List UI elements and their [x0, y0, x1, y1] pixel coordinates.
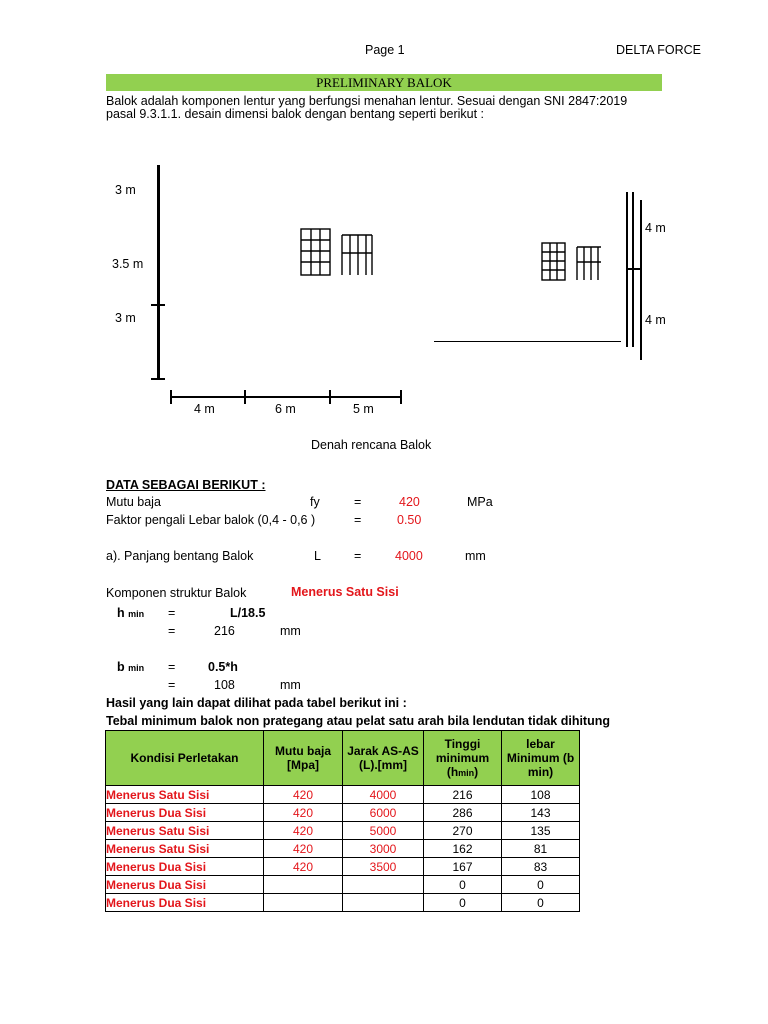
span-label-left: 3 m	[115, 311, 136, 325]
h-formula: L/18.5	[230, 606, 266, 620]
equals-sign: =	[168, 606, 176, 620]
min-thickness-table	[105, 730, 580, 912]
span-label-bottom: 5 m	[353, 402, 374, 416]
cell-kondisi: Menerus Dua Sisi	[106, 858, 264, 876]
cell-kondisi: Menerus Satu Sisi	[106, 786, 264, 804]
cell-jarak: 4000	[343, 786, 424, 804]
h-min-value: 216	[214, 624, 235, 638]
steel-unit: MPa	[467, 495, 493, 509]
col-header-kondisi: Kondisi Perletakan	[106, 731, 264, 786]
table-row	[106, 858, 580, 876]
cell-lebar: 0	[502, 894, 580, 912]
intro-line-2: pasal 9.3.1.1. desain dimensi balok dengan bentang seperti berikut :	[106, 107, 485, 121]
cell-lebar: 108	[502, 786, 580, 804]
component-label: Komponen struktur Balok	[106, 586, 247, 600]
b-formula: 0.5*h	[208, 660, 238, 674]
cell-tinggi: 216	[424, 786, 502, 804]
span-label-bottom: 4 m	[194, 402, 215, 416]
equals-sign: =	[354, 549, 362, 563]
plan-baseline	[434, 341, 621, 342]
cell-lebar: 143	[502, 804, 580, 822]
factor-label: Faktor pengali Lebar balok (0,4 - 0,6 )	[106, 513, 316, 527]
axis-tick	[151, 304, 165, 306]
table-caption: Tebal minimum balok non prategang atau pelat satu arah bila lendutan tidak dihitung	[106, 714, 610, 728]
axis-tick	[244, 390, 246, 404]
axis-tick	[170, 390, 172, 404]
grid-glyph-icon	[539, 240, 605, 282]
cell-jarak	[343, 876, 424, 894]
span-symbol: L	[314, 549, 321, 563]
col-header-mutu: Mutu baja [Mpa]	[264, 731, 343, 786]
span-label-left: 3.5 m	[112, 257, 144, 271]
span-label-right: 4 m	[645, 313, 666, 327]
axis-tick	[400, 390, 402, 404]
intro-line-1: Balok adalah komponen lentur yang berfungsi menahan lentur. Sesuai dengan SNI 2847:2019	[106, 94, 628, 108]
cell-tinggi: 0	[424, 876, 502, 894]
equals-sign: =	[168, 678, 176, 692]
span-length-label: a). Panjang bentang Balok	[106, 549, 254, 563]
cell-tinggi: 167	[424, 858, 502, 876]
steel-symbol: fy	[310, 495, 320, 509]
table-row	[106, 894, 580, 912]
steel-label: Mutu baja	[106, 495, 161, 509]
cell-lebar: 0	[502, 876, 580, 894]
b-min-value: 108	[214, 678, 235, 692]
cell-kondisi: Menerus Satu Sisi	[106, 840, 264, 858]
b-min-label: b min	[117, 660, 145, 674]
cell-lebar: 81	[502, 840, 580, 858]
cell-kondisi: Menerus Dua Sisi	[106, 894, 264, 912]
table-row	[106, 840, 580, 858]
col-header-lebar: lebar Minimum (b min)	[502, 731, 580, 786]
table-row	[106, 786, 580, 804]
h-min-unit: mm	[280, 624, 301, 638]
cell-kondisi: Menerus Dua Sisi	[106, 804, 264, 822]
cell-mutu	[264, 876, 343, 894]
cell-jarak	[343, 894, 424, 912]
table-header-row	[106, 731, 580, 786]
cell-mutu	[264, 894, 343, 912]
cell-lebar: 83	[502, 858, 580, 876]
span-label-left: 3 m	[115, 183, 136, 197]
plan-right-line	[640, 200, 642, 360]
equals-sign: =	[354, 495, 362, 509]
cell-mutu: 420	[264, 840, 343, 858]
cell-tinggi: 162	[424, 840, 502, 858]
span-unit: mm	[465, 549, 486, 563]
equals-sign: =	[168, 624, 176, 638]
table-row	[106, 822, 580, 840]
axis-tick	[329, 390, 331, 404]
result-text: Hasil yang lain dapat dilihat pada tabel berikut ini :	[106, 696, 407, 710]
cell-jarak: 3500	[343, 858, 424, 876]
cell-jarak: 6000	[343, 804, 424, 822]
page-number: Page 1	[365, 43, 405, 57]
table-row	[106, 804, 580, 822]
page-title: PRELIMINARY BALOK	[106, 74, 662, 91]
cell-kondisi: Menerus Satu Sisi	[106, 822, 264, 840]
grid-glyph-icon	[298, 226, 378, 276]
span-label-bottom: 6 m	[275, 402, 296, 416]
plan-caption: Denah rencana Balok	[311, 438, 432, 452]
axis-tick	[628, 268, 642, 270]
col-header-tinggi: Tinggi minimum (hmin)	[424, 731, 502, 786]
cell-jarak: 3000	[343, 840, 424, 858]
cell-tinggi: 270	[424, 822, 502, 840]
cell-tinggi: 286	[424, 804, 502, 822]
equals-sign: =	[354, 513, 362, 527]
col-header-jarak: Jarak AS-AS (L).[mm]	[343, 731, 424, 786]
cell-mutu: 420	[264, 804, 343, 822]
span-label-right: 4 m	[645, 221, 666, 235]
plan-vertical-axis	[157, 165, 160, 380]
cell-mutu: 420	[264, 786, 343, 804]
factor-value: 0.50	[397, 513, 422, 527]
brand-label: DELTA FORCE	[616, 43, 701, 57]
b-min-unit: mm	[280, 678, 301, 692]
plan-horizontal-axis	[170, 396, 402, 398]
data-heading: DATA SEBAGAI BERIKUT :	[106, 478, 266, 492]
cell-jarak: 5000	[343, 822, 424, 840]
axis-tick	[151, 378, 165, 380]
steel-value: 420	[399, 495, 420, 509]
h-min-label: h min	[117, 606, 145, 620]
cell-tinggi: 0	[424, 894, 502, 912]
equals-sign: =	[168, 660, 176, 674]
cell-lebar: 135	[502, 822, 580, 840]
cell-mutu: 420	[264, 858, 343, 876]
table-row	[106, 876, 580, 894]
cell-kondisi: Menerus Dua Sisi	[106, 876, 264, 894]
cell-mutu: 420	[264, 822, 343, 840]
span-value: 4000	[395, 549, 423, 563]
component-value: Menerus Satu Sisi	[291, 585, 399, 599]
